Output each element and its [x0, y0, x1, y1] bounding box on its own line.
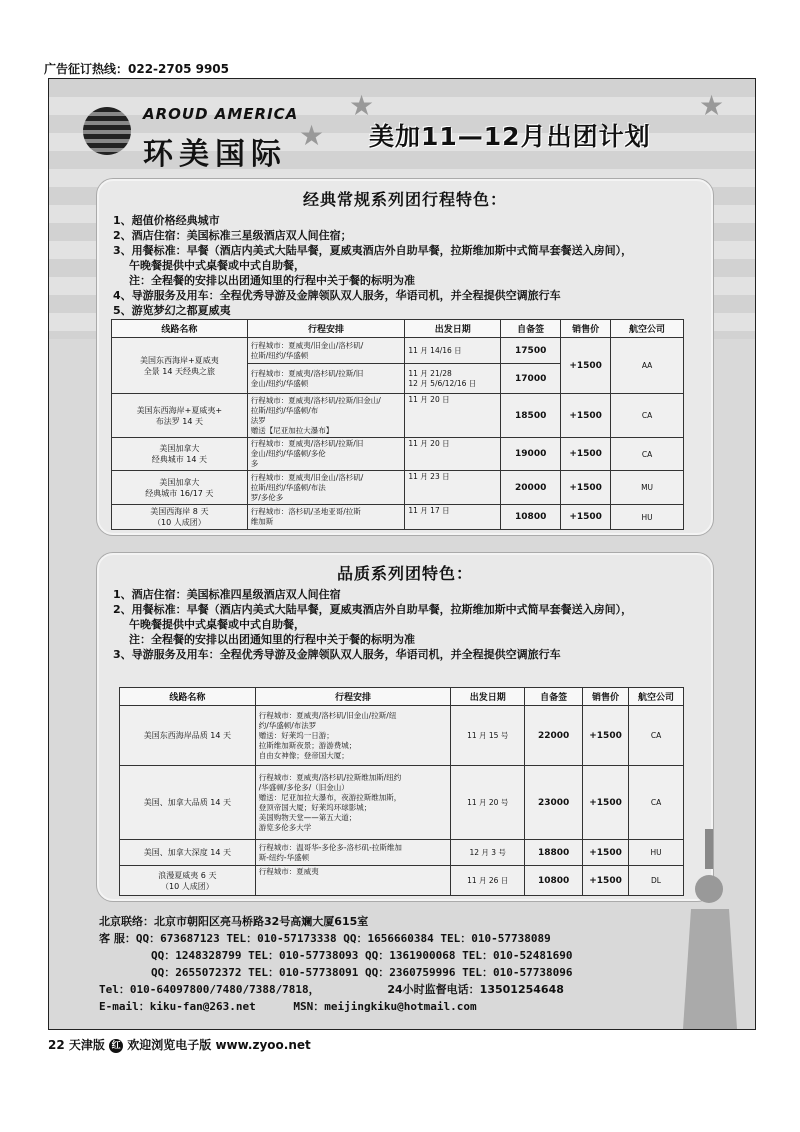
schedule: 行程城市：洛杉矶/圣地亚哥/拉斯 维加斯	[247, 505, 405, 530]
feature-item: 3、用餐标准：早餐（酒店内美式大陆早餐，夏威夷酒店外自助早餐，拉斯维加斯中式简早套餐送入房间），	[113, 244, 633, 257]
airline: DL	[629, 866, 684, 896]
sale-price: +1500	[561, 438, 611, 471]
departure-date: 12 月 3 号	[451, 840, 525, 866]
col-route: 线路名称	[112, 320, 248, 338]
panel-title: 品质系列团特色：	[336, 564, 473, 583]
brand-logo	[83, 99, 333, 172]
globe-icon	[83, 107, 131, 155]
schedule: 行程城市：夏威夷/洛杉矶/拉斯/旧 金山/纽约/华盛顿	[247, 364, 405, 394]
route-name: 美国东西海岸品质 14 天	[120, 706, 256, 766]
quality-tour-table	[119, 687, 684, 896]
departure-date: 11 月 15 号	[451, 706, 525, 766]
airline: MU	[611, 471, 684, 505]
feature-list	[113, 587, 632, 662]
table-row	[112, 505, 684, 530]
self-visa-price: 20000	[501, 471, 561, 505]
schedule: 行程城市：夏威夷	[255, 866, 451, 896]
table-header-row	[120, 688, 684, 706]
route-name: 美国加拿大 经典城市 14 天	[112, 438, 248, 471]
table-row	[120, 706, 684, 766]
self-visa-price: 17500	[501, 338, 561, 364]
page-title: 美加11—12月出团计划	[369, 122, 651, 151]
table-row	[120, 840, 684, 866]
sale-price: +1500	[561, 505, 611, 530]
service-line: QQ：1248328799 TEL：010-57738093 QQ：1361900068 TEL：010-52481690	[151, 949, 573, 962]
tel-line: Tel：010-64097800/7480/7388/7818，	[99, 983, 320, 996]
advertisement-frame	[48, 78, 756, 1030]
departure-date: 11 月 26 日	[451, 866, 525, 896]
self-visa-price: 17000	[501, 364, 561, 394]
service-line: QQ：673687123 TEL：010-57173338 QQ：1656660384 TEL：010-57738089	[135, 932, 551, 945]
col-schedule: 行程安排	[247, 320, 405, 338]
service-label: 客 服：	[99, 932, 136, 945]
departure-date: 11 月 20 号	[451, 766, 525, 840]
feature-item: 午晚餐提供中式桌餐或中式自助餐，	[129, 618, 305, 631]
beijing-address: 北京联络：北京市朝阳区亮马桥路32号高斓大厦615室	[99, 915, 369, 928]
star-icon: ★	[299, 119, 325, 152]
departure-date: 11 月 20 日	[405, 438, 501, 471]
table-header-row	[112, 320, 684, 338]
table-row	[112, 438, 684, 471]
route-name: 美国东西海岸+夏威夷+ 布法罗 14 天	[112, 394, 248, 438]
page-number: 22 天津版	[48, 1038, 105, 1052]
feature-item: 2、酒店住宿：美国标准三星级酒店双人间住宿；	[113, 229, 352, 242]
feature-item: 2、用餐标准：早餐（酒店内美式大陆早餐，夏威夷酒店外自助早餐，拉斯维加斯中式简早套餐送入房间），	[113, 603, 633, 616]
departure-date: 11 月 21/28 12 月 5/6/12/16 日	[405, 364, 501, 394]
statue-of-liberty-image	[677, 829, 747, 1029]
feature-item: 5、游览梦幻之都夏威夷	[113, 304, 231, 317]
route-name: 美国、加拿大深度 14 天	[120, 840, 256, 866]
star-icon: ★	[349, 89, 375, 122]
departure-date: 11 月 20 日	[405, 394, 501, 438]
table-row	[112, 338, 684, 364]
ad-hotline: 广告征订热线：022-2705 9905	[44, 62, 230, 76]
col-airline: 航空公司	[629, 688, 684, 706]
msn-contact[interactable]: MSN：meijingkiku@hotmail.com	[293, 1000, 477, 1013]
col-self-visa: 自备签	[501, 320, 561, 338]
self-visa-price: 10800	[525, 866, 583, 896]
table-row	[120, 866, 684, 896]
contact-section	[99, 913, 573, 1015]
email-link[interactable]: E-mail：kiku-fan@263.net	[99, 1000, 256, 1013]
col-airline: 航空公司	[611, 320, 684, 338]
sale-price: +1500	[561, 338, 611, 394]
airline: CA	[611, 394, 684, 438]
airline: HU	[611, 505, 684, 530]
airline: HU	[629, 840, 684, 866]
schedule: 行程城市：夏威夷/旧金山/洛杉矶/ 拉斯/纽约/华盛顿	[247, 338, 405, 364]
airline: AA	[611, 338, 684, 394]
route-name: 美国东西海岸+夏威夷 全景 14 天经典之旅	[112, 338, 248, 394]
classic-tour-table	[111, 319, 684, 530]
sale-price: +1500	[583, 706, 629, 766]
departure-date: 11 月 14/16 日	[405, 338, 501, 364]
brand-name-en: AROUD AMERICA	[143, 105, 299, 123]
schedule: 行程城市：夏威夷/洛杉矶/旧金山/拉斯/纽 约/华盛顿/布法罗 赠送：好莱坞一日游； 拉斯维加斯夜景；游游费城； 自由女神像；登帝国大厦；	[255, 706, 451, 766]
feature-item: 1、酒店住宿：美国标准四星级酒店双人间住宿	[113, 588, 341, 601]
feature-item: 注：全程餐的安排以出团通知里的行程中关于餐的标明为准	[129, 274, 415, 287]
table-row	[112, 471, 684, 505]
col-route: 线路名称	[120, 688, 256, 706]
col-date: 出发日期	[451, 688, 525, 706]
feature-item: 3、导游服务及用车：全程优秀导游及金牌领队双人服务，华语司机，并全程提供空调旅行车	[113, 648, 561, 661]
airline: CA	[629, 706, 684, 766]
airline: CA	[629, 766, 684, 840]
supervision-phone: 24小时监督电话：13501254648	[387, 983, 564, 996]
sale-price: +1500	[583, 840, 629, 866]
sale-price: +1500	[583, 866, 629, 896]
col-date: 出发日期	[405, 320, 501, 338]
schedule: 行程城市：夏威夷/洛杉矶/拉斯/旧金山/ 拉斯/纽约/华盛顿/布 法罗 赠送【尼亚加拉大瀑布】	[247, 394, 405, 438]
feature-item: 午晚餐提供中式桌餐或中式自助餐，	[129, 259, 305, 272]
col-schedule: 行程安排	[255, 688, 451, 706]
footer-link[interactable]: 欢迎浏览电子版 www.zyoo.net	[127, 1038, 311, 1052]
departure-date: 11 月 23 日	[405, 471, 501, 505]
self-visa-price: 18800	[525, 840, 583, 866]
route-name: 美国、加拿大品质 14 天	[120, 766, 256, 840]
star-icon: ★	[699, 89, 725, 122]
self-visa-price: 18500	[501, 394, 561, 438]
col-price: 销售价	[561, 320, 611, 338]
self-visa-price: 19000	[501, 438, 561, 471]
table-row	[112, 394, 684, 438]
feature-item: 注：全程餐的安排以出团通知里的行程中关于餐的标明为准	[129, 633, 415, 646]
self-visa-price: 22000	[525, 706, 583, 766]
schedule: 行程城市：温哥华-多伦多-洛杉矶-拉斯维加 斯-纽约-华盛顿	[255, 840, 451, 866]
service-line: QQ：2655072372 TEL：010-57738091 QQ：2360759996 TEL：010-57738096	[151, 966, 573, 979]
sale-price: +1500	[583, 766, 629, 840]
schedule: 行程城市：夏威夷/旧金山/洛杉矶/ 拉斯/纽约/华盛顿/布法 罗/多伦多	[247, 471, 405, 505]
table-row	[120, 766, 684, 840]
feature-list	[113, 213, 632, 318]
departure-date: 11 月 17 日	[405, 505, 501, 530]
schedule: 行程城市：夏威夷/洛杉矶/拉斯维加斯/纽约 /华盛顿/多伦多/（旧金山） 赠送：尼亚加拉大瀑布，夜游拉斯维加斯， 登顶帝国大厦；好莱坞环球影城； 美国购物天堂——第五大道； 游览多伦多大学	[255, 766, 451, 840]
sale-price: +1500	[561, 394, 611, 438]
schedule: 行程城市：夏威夷/洛杉矶/拉斯/旧 金山/纽约/华盛顿/多伦 多	[247, 438, 405, 471]
route-name: 浪漫夏威夷 6 天 （10 人成团）	[120, 866, 256, 896]
panel-title: 经典常规系列团行程特色：	[302, 190, 507, 209]
brand-name-cn: 环美国际	[143, 137, 287, 172]
sale-price: +1500	[561, 471, 611, 505]
page-footer	[48, 1036, 311, 1053]
edition-mark-icon: 红	[109, 1039, 123, 1053]
route-name: 美国西海岸 8 天 （10 人成团）	[112, 505, 248, 530]
self-visa-price: 23000	[525, 766, 583, 840]
self-visa-price: 10800	[501, 505, 561, 530]
feature-item: 1、超值价格经典城市	[113, 214, 220, 227]
col-price: 销售价	[583, 688, 629, 706]
col-self-visa: 自备签	[525, 688, 583, 706]
feature-item: 4、导游服务及用车：全程优秀导游及金牌领队双人服务，华语司机，并全程提供空调旅行车	[113, 289, 561, 302]
route-name: 美国加拿大 经典城市 16/17 天	[112, 471, 248, 505]
airline: CA	[611, 438, 684, 471]
